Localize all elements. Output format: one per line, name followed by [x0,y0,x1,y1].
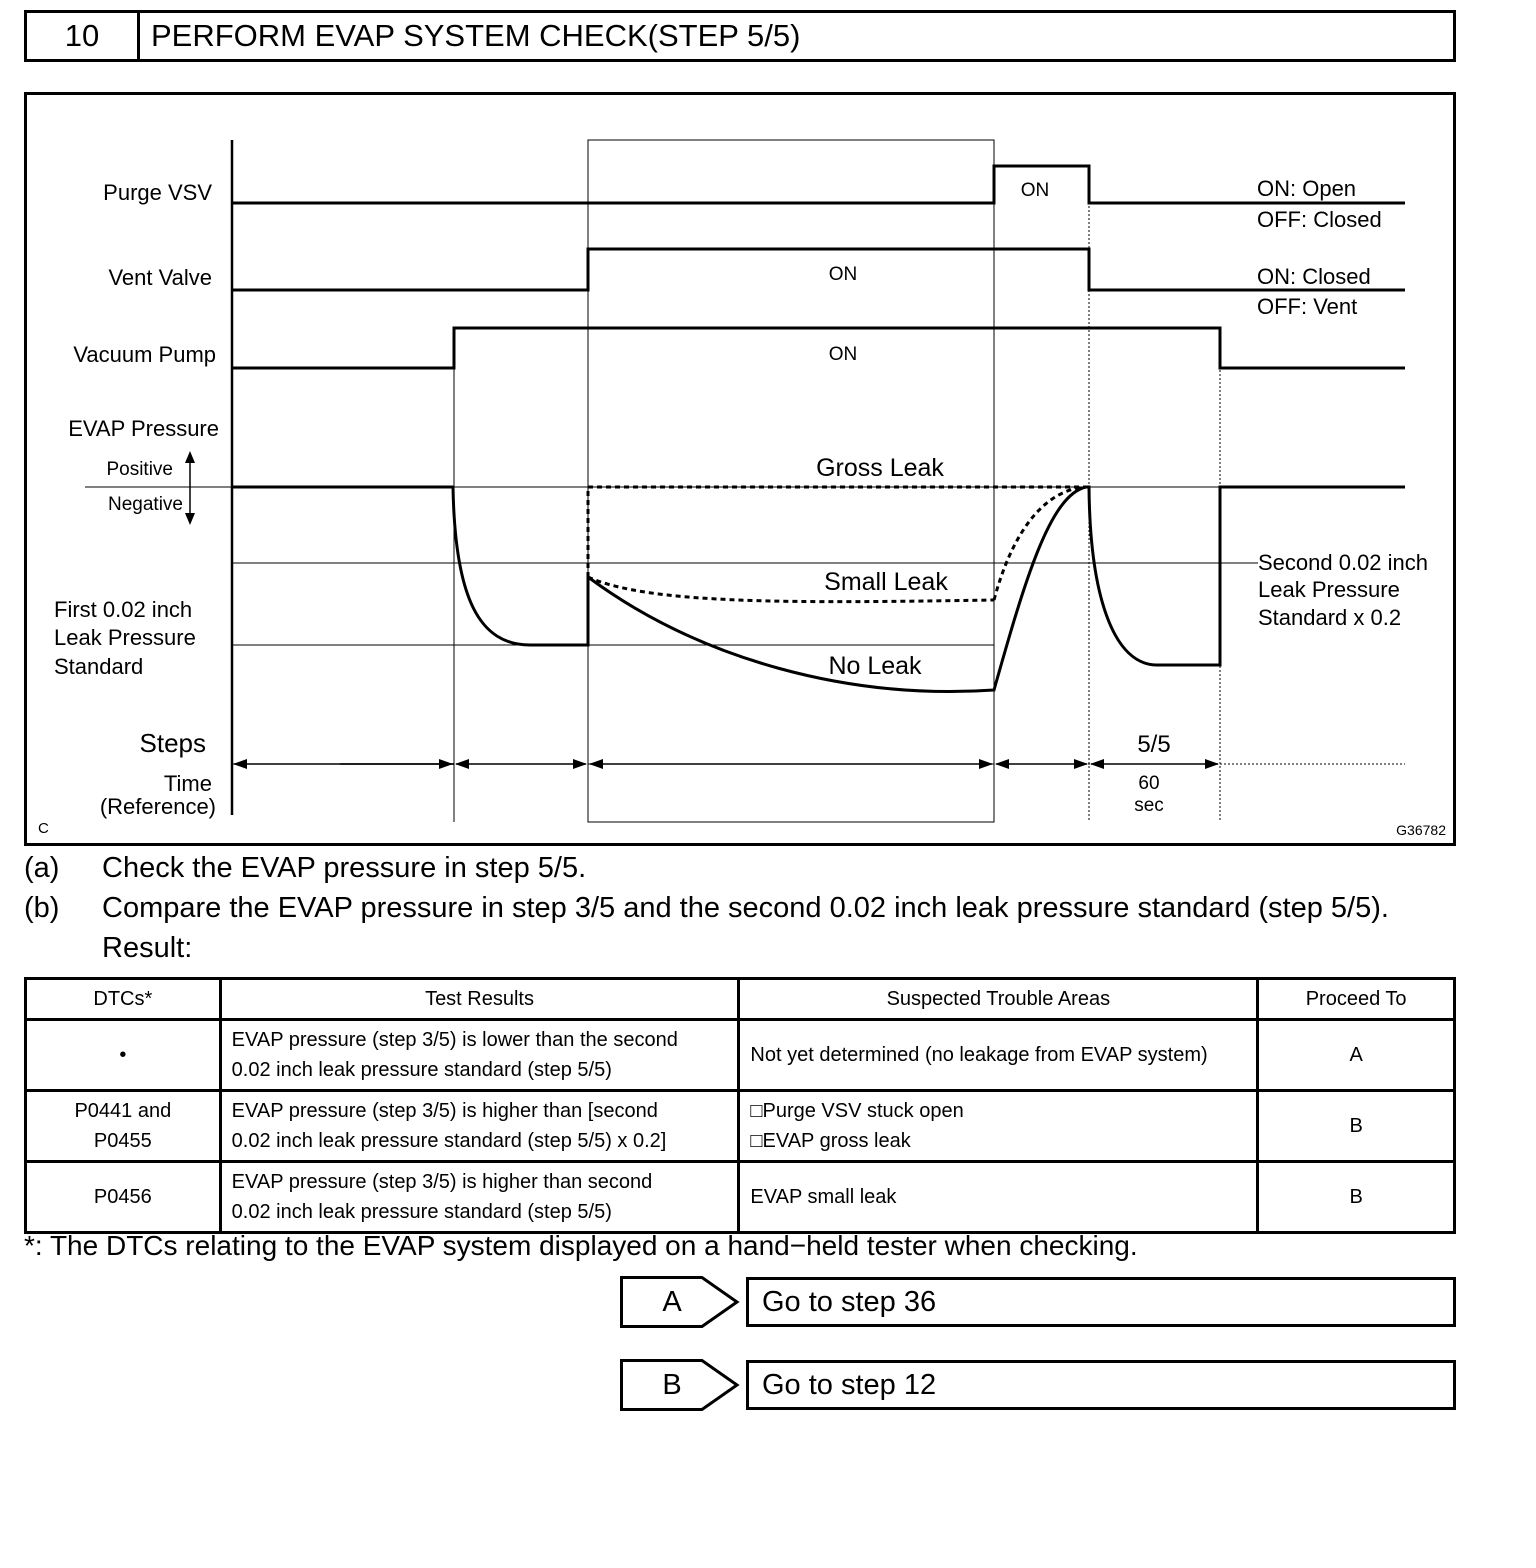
small-leak-label: Small Leak [824,568,948,596]
first-standard-line-1: First 0.02 inch [54,597,193,622]
choice-a-box: Go to step 36 [746,1277,1456,1327]
dtc-cell [26,1091,221,1162]
vacuum-pump-signal [232,328,1405,368]
gross-leak-label: Gross Leak [816,454,944,482]
second-standard-line-1: Second 0.02 inch [1258,550,1429,575]
test-result-cell [220,1162,739,1233]
corner-mark: C [38,820,49,837]
first-standard-line-3: Standard [54,654,144,679]
test-result-line: EVAP pressure (step 3/5) is higher than [second [231,1100,658,1122]
first-standard-line-2: Leak Pressure [54,625,196,650]
result-label: Result: [102,932,193,964]
second-standard-line-2: Leak Pressure [1258,577,1400,602]
negative-label: Negative [108,494,183,515]
purge-on-legend: ON: Open [1257,176,1357,201]
dtc-line: P0455 [93,1130,152,1152]
test-result-line: 0.02 inch leak pressure standard (step 5/5) [231,1201,612,1223]
footnote: *: The DTCs relating to the EVAP system displayed on a hand−held tester when checking. [24,1230,1138,1261]
pump-on-label: ON [828,344,858,365]
step-number: 10 [27,13,140,59]
choice-letter: B [662,1369,682,1401]
dtc-line: P0441 and [74,1100,172,1122]
reference-label: (Reference) [99,794,216,819]
choice-b-box: Go to step 12 [746,1360,1456,1410]
instruction-label: (b) [24,892,60,924]
timing-diagram-svg [27,95,1453,843]
step-title: PERFORM EVAP SYSTEM CHECK(STEP 5/5) [151,18,801,53]
vent-valve-signal [232,249,1405,290]
purge-off-legend: OFF: Closed [1257,207,1382,232]
choice-b-label [620,1359,740,1411]
step-5-5-label: 5/5 [1137,731,1171,758]
purge-vsv-label: Purge VSV [103,180,212,205]
dtc-cell: P0456 [26,1162,221,1233]
instruction-text: Compare the EVAP pressure in step 3/5 and the second 0.02 inch leak pressure standard (step 5/5). [102,892,1389,924]
table-row [26,1162,1455,1233]
trouble-area-cell: Not yet determined (no leakage from EVAP system) [739,1020,1258,1091]
vent-on-label: ON [828,264,858,285]
result-table [24,977,1456,1234]
positive-label: Positive [106,459,173,480]
table-header-row [26,979,1455,1020]
header-dtcs: DTCs* [26,979,221,1020]
test-result-cell [220,1091,739,1162]
step-header [24,10,1456,62]
proceed-cell: A [1258,1020,1455,1091]
trouble-area-line: □Purge VSV stuck open [750,1100,964,1122]
dtc-cell: • [26,1020,221,1091]
vent-off-legend: OFF: Vent [1257,294,1358,319]
time-unit: sec [1134,795,1164,816]
vacuum-pump-label: Vacuum Pump [73,342,216,367]
table-row [26,1091,1455,1162]
header-proceed-to: Proceed To [1258,979,1455,1020]
vent-valve-label: Vent Valve [108,265,212,290]
header-suspected-areas: Suspected Trouble Areas [739,979,1258,1020]
figure-code: G36782 [1396,822,1446,838]
trouble-area-cell [739,1091,1258,1162]
test-result-line: EVAP pressure (step 3/5) is lower than the second [231,1029,678,1051]
test-result-line: EVAP pressure (step 3/5) is higher than second [231,1171,653,1193]
steps-label: Steps [139,728,206,758]
vent-on-legend: ON: Closed [1257,264,1371,289]
time-value: 60 [1138,773,1160,794]
purge-vsv-signal [232,166,1405,203]
test-result-line: 0.02 inch leak pressure standard (step 5/5) x 0.2] [231,1130,667,1152]
table-row [26,1020,1455,1091]
no-leak-curve [232,487,1405,692]
header-test-results: Test Results [220,979,739,1020]
timing-diagram [24,92,1456,846]
trouble-area-line: □EVAP gross leak [750,1130,911,1152]
choice-letter: A [662,1286,682,1318]
instruction-label: (a) [24,852,60,884]
evap-pressure-label: EVAP Pressure [68,416,219,441]
instruction-text: Check the EVAP pressure in step 5/5. [102,852,587,884]
test-result-cell [220,1020,739,1091]
trouble-area-cell: EVAP small leak [739,1162,1258,1233]
proceed-cell: B [1258,1162,1455,1233]
purge-on-label: ON [1020,180,1050,201]
test-result-line: 0.02 inch leak pressure standard (step 5/5) [231,1059,612,1081]
proceed-cell: B [1258,1091,1455,1162]
second-standard-line-3: Standard x 0.2 [1258,605,1402,630]
time-label: Time [163,771,212,796]
choice-a-label [620,1276,740,1328]
no-leak-label: No Leak [828,652,922,680]
